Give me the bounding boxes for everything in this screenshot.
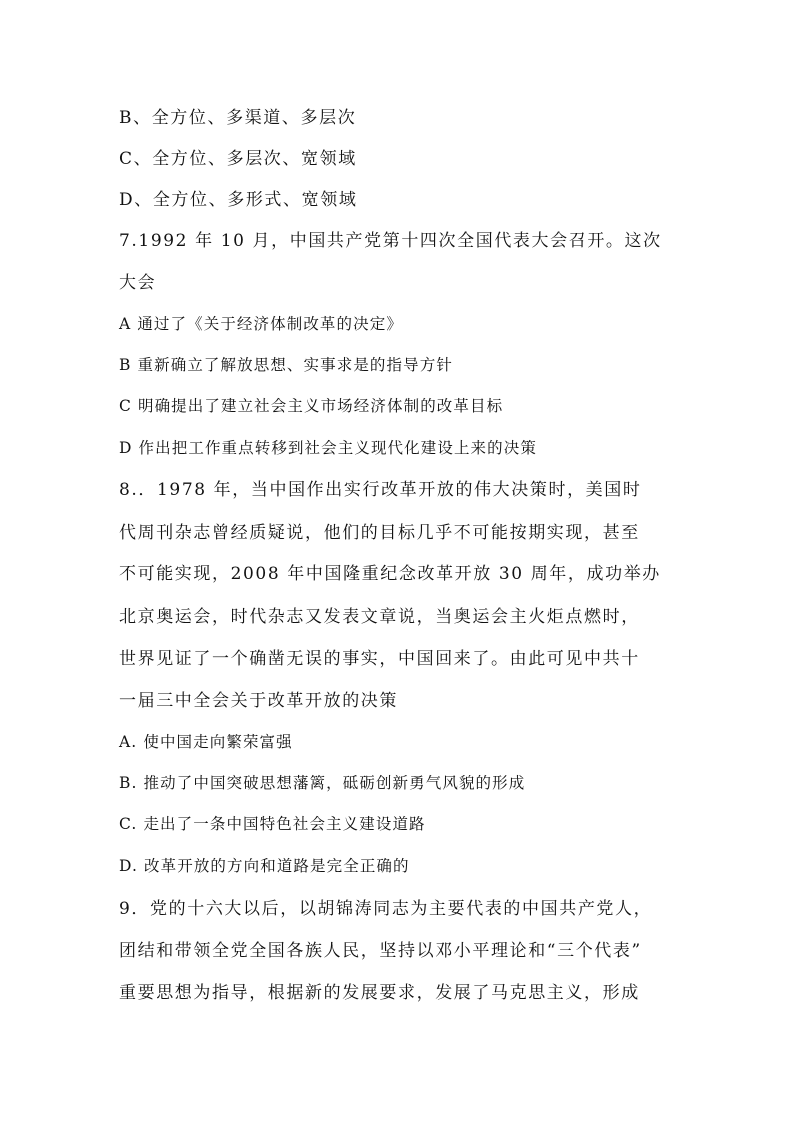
q8-stem-line-5: 世界见证了一个确凿无误的事实，中国回来了。由此可见中共十 (119, 649, 640, 669)
q7-option-b: B 重新确立了解放思想、实事求是的指导方针 (119, 356, 453, 374)
q7-option-a: A 通过了《关于经济体制改革的决定》 (119, 315, 403, 333)
q7-stem-line-2: 大会 (119, 273, 157, 293)
q7-option-d: D 作出把工作重点转移到社会主义现代化建设上来的决策 (119, 439, 537, 457)
q9-stem-line-2: 团结和带领全党全国各族人民，坚持以邓小平理论和“三个代表” (119, 941, 642, 961)
q6-option-c: C、全方位、多层次、宽领域 (119, 149, 357, 169)
q8-stem-line-2: 代周刊杂志曾经质疑说，他们的目标几乎不可能按期实现，甚至 (119, 523, 640, 543)
q8-stem-line-3: 不可能实现，2008 年中国隆重纪念改革开放 30 周年，成功举办 (119, 564, 661, 584)
q6-option-d: D、全方位、多形式、宽领域 (119, 190, 358, 210)
q8-option-d: D. 改革开放的方向和道路是完全正确的 (119, 857, 410, 875)
q8-stem-line-6: 一届三中全会关于改革开放的决策 (119, 691, 398, 711)
q8-stem-line-1: 8.．1978 年，当中国作出实行改革开放的伟大决策时，美国时 (119, 480, 642, 500)
q7-option-c: C 明确提出了建立社会主义市场经济体制的改革目标 (119, 397, 504, 415)
q9-stem-line-3: 重要思想为指导，根据新的发展要求，发展了马克思主义，形成 (119, 983, 640, 1003)
q8-option-c: C. 走出了一条中国特色社会主义建设道路 (119, 815, 426, 833)
q7-stem-line-1: 7.1992 年 10 月，中国共产党第十四次全国代表大会召开。这次 (119, 231, 662, 251)
q8-option-a: A. 使中国走向繁荣富强 (119, 733, 293, 751)
q9-stem-line-1: 9．党的十六大以后，以胡锦涛同志为主要代表的中国共产党人， (119, 899, 653, 919)
q8-option-b: B. 推动了中国突破思想藩篱，砥砺创新勇气风貌的形成 (119, 774, 526, 792)
q8-stem-line-4: 北京奥运会，时代杂志又发表文章说，当奥运会主火炬点燃时， (119, 607, 640, 627)
q6-option-b: B、全方位、多渠道、多层次 (119, 108, 357, 128)
